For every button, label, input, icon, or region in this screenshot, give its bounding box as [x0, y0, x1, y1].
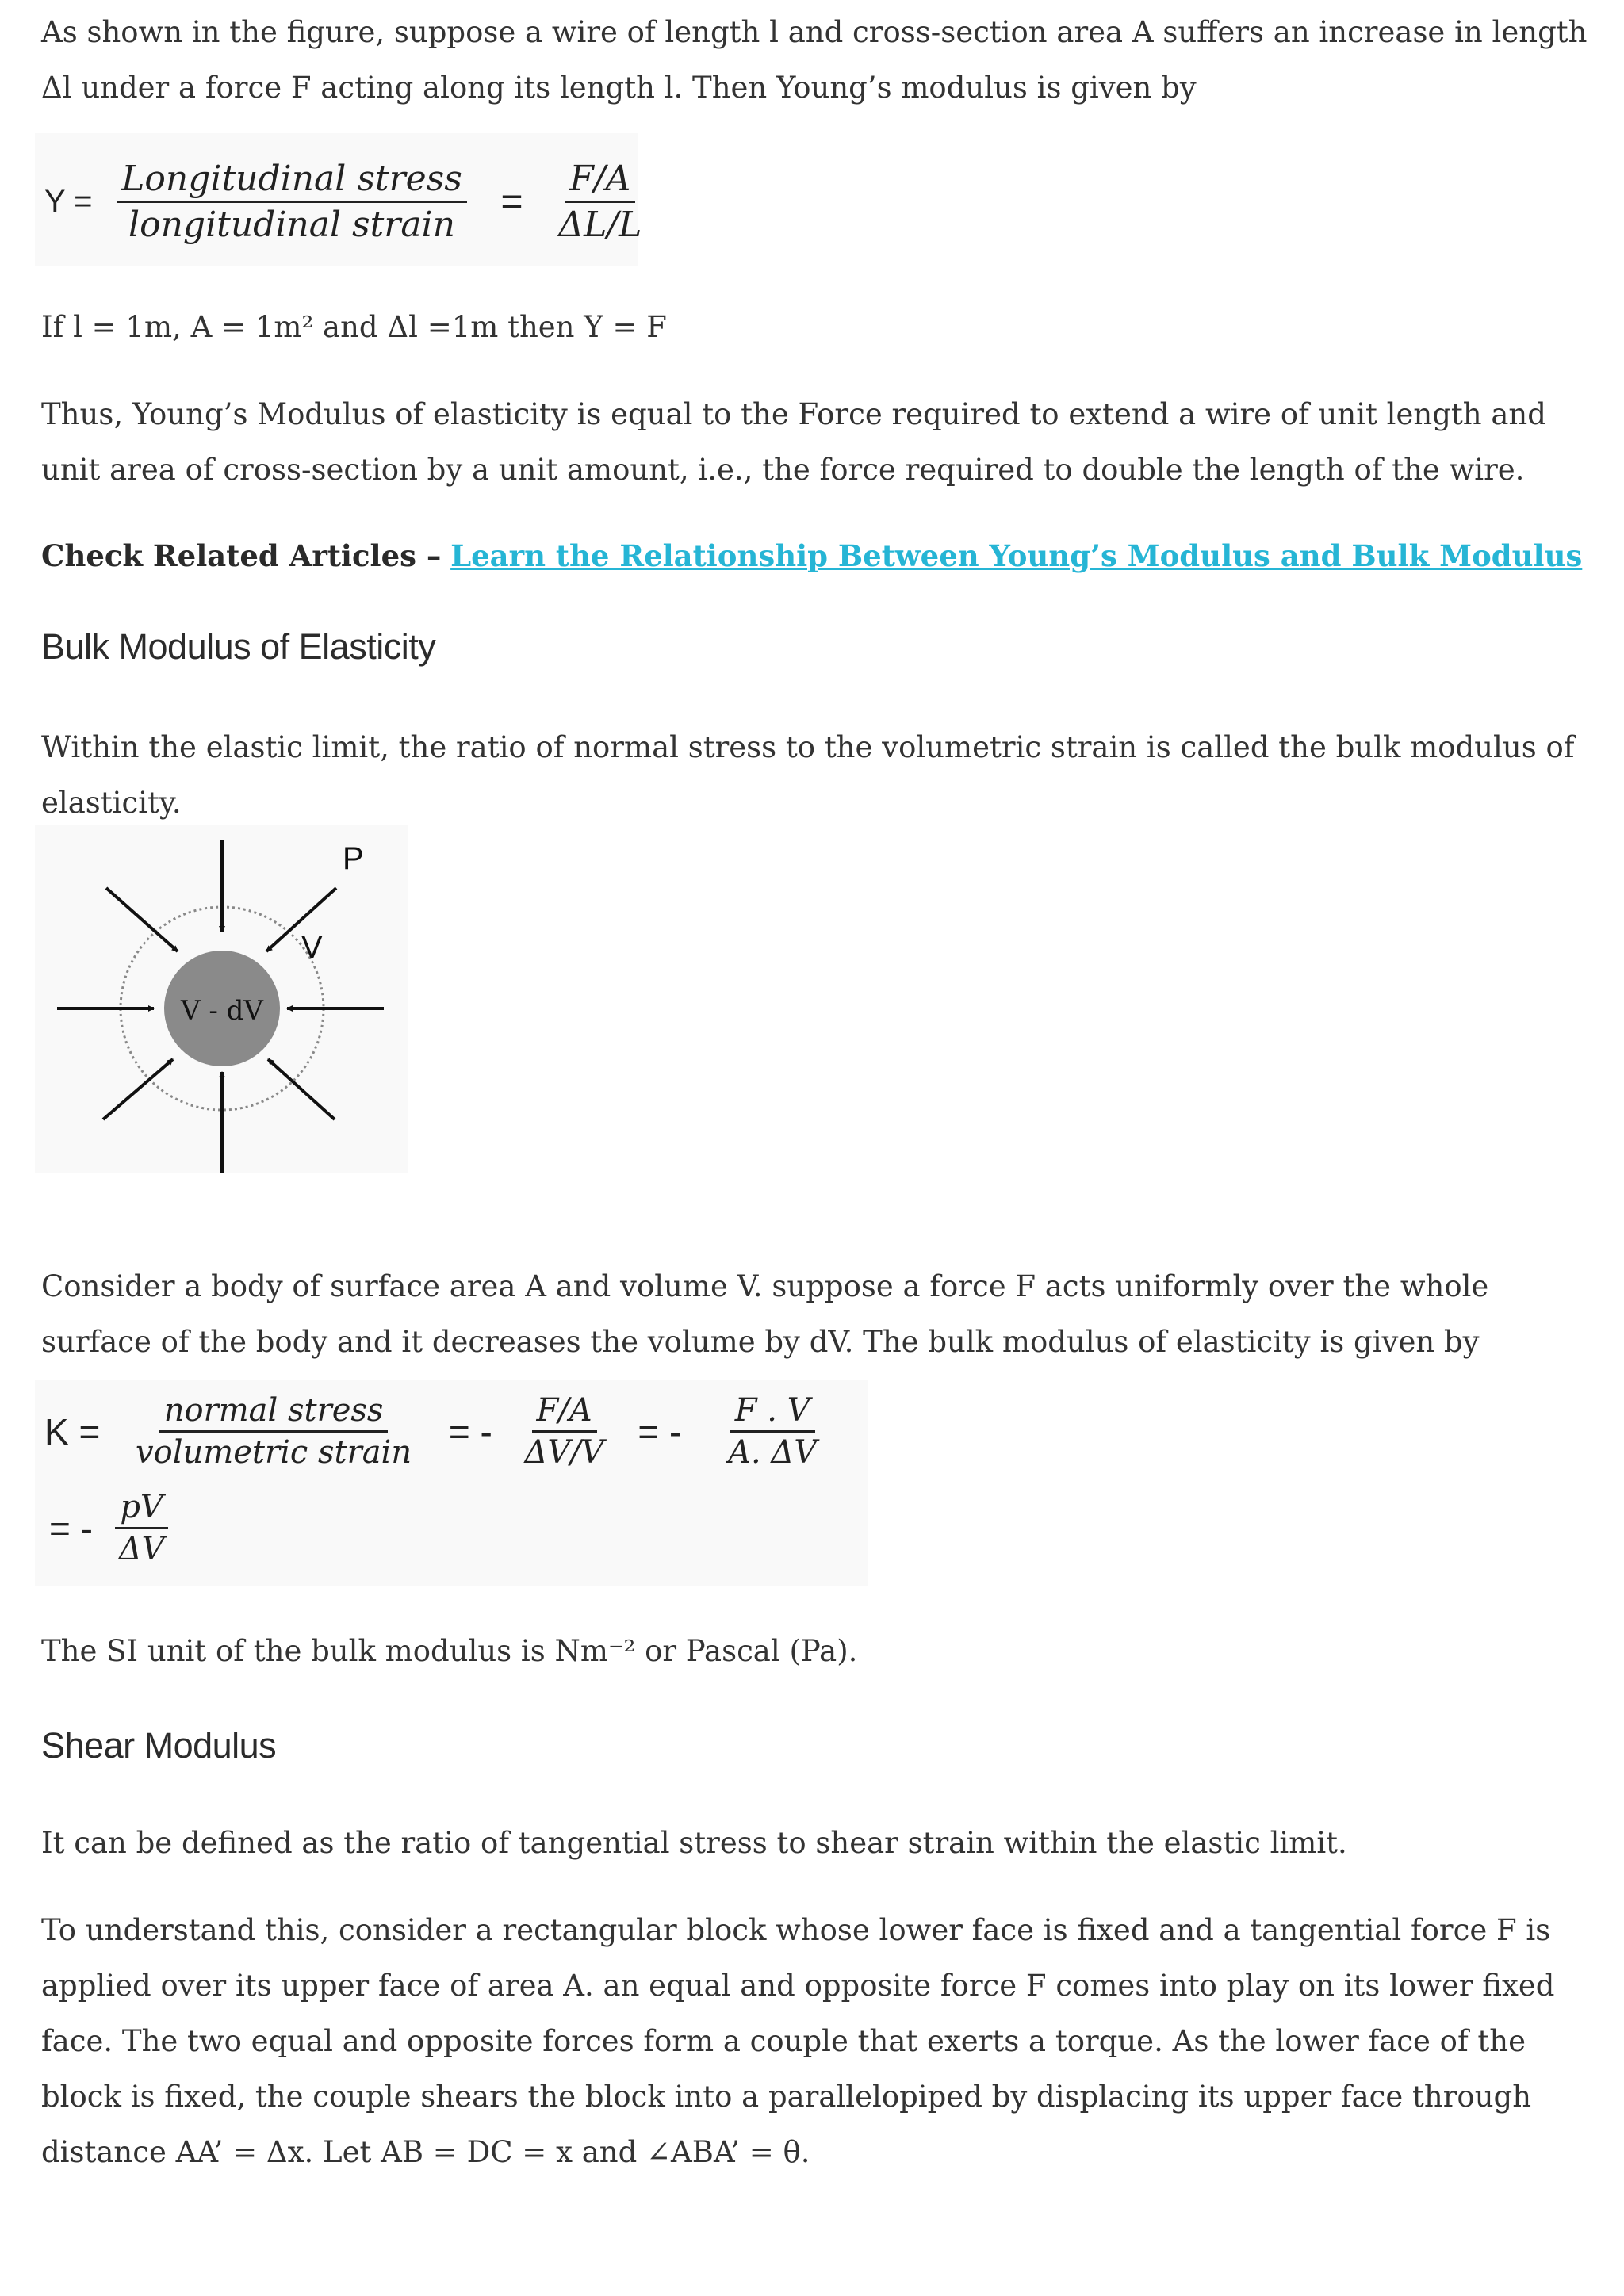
- young-meaning-paragraph: Thus, Young’s Modulus of elasticity is equal to the Force required to extend a wire of unit length and unit area of cross-section by a unit amount, i.e., the force required to double the length of the wire.: [41, 397, 1546, 487]
- bulk-lhs: K =: [44, 1410, 101, 1452]
- bulk-numerator-fv: F . V: [730, 1392, 815, 1433]
- bulk-fraction-fv: [723, 1392, 822, 1471]
- young-fraction-stress-strain: [117, 159, 467, 245]
- bulk-heading: Bulk Modulus of Elasticity: [41, 626, 436, 667]
- bulk-equals-1: = -: [448, 1410, 492, 1452]
- young-denominator-strain: longitudinal strain: [128, 205, 455, 245]
- bulk-fraction-force: [520, 1392, 609, 1471]
- force-arrow-bottom-right: [268, 1059, 335, 1119]
- unit-case-line: If l = 1m, A = 1m² and Δl =1m then Y = F: [41, 310, 667, 344]
- bulk-si-unit: The SI unit of the bulk modulus is Nm⁻² or Pascal (Pa).: [41, 1634, 858, 1668]
- bulk-denominator-strain: volumetric strain: [136, 1434, 412, 1471]
- young-lhs: Y =: [44, 184, 93, 219]
- related-article-link[interactable]: Learn the Relationship Between Young’s Modulus and Bulk Modulus: [450, 538, 1583, 573]
- shear-heading: Shear Modulus: [41, 1725, 277, 1766]
- young-formula: [44, 159, 646, 245]
- bulk-equals-3: = -: [49, 1507, 93, 1549]
- bulk-denominator-dv: ΔV: [118, 1531, 165, 1567]
- intro-paragraph: As shown in the figure, suppose a wire of length l and cross-section area A suffers an increase in length Δl under a force F acting along its length l. Then Young’s modulus is given by: [41, 15, 1588, 105]
- young-equals: =: [500, 181, 523, 223]
- bulk-equals-2: = -: [638, 1410, 682, 1452]
- shear-explanation: To understand this, consider a rectangular block whose lower face is fixed and a tangential force F is applied over its upper face of area A. an equal and opposite force F comes into play on its lower fixed face. The two equal and opposite forces form a couple that exerts a torque. As the lower face of the block is fixed, the couple shears the block into a parallelopiped by displacing its upper face through distance AA’ = Δx. Let AB = DC = x and ∠ABA’ = θ.: [41, 1913, 1555, 2169]
- young-numerator-stress: Longitudinal stress: [117, 159, 467, 203]
- bulk-denominator-dvv: ΔV/V: [524, 1434, 604, 1471]
- young-numerator-fa: F/A: [565, 159, 635, 203]
- volume-label: V: [301, 930, 323, 965]
- bulk-denominator-adv: A. ΔV: [728, 1434, 818, 1471]
- bulk-description: Consider a body of surface area A and volume V. suppose a force F acts uniformly over the whole surface of the body and it decreases the volume by dV. The bulk modulus of elasticity is given by: [41, 1269, 1489, 1359]
- compressed-volume-label: V - dV: [181, 995, 263, 1027]
- bulk-numerator-fa: F/A: [532, 1392, 597, 1433]
- bulk-formula-line2: [49, 1489, 169, 1567]
- bulk-formula-line1: [44, 1392, 822, 1471]
- bulk-compression-diagram: [35, 825, 408, 1173]
- bulk-numerator-pv: pV: [115, 1489, 168, 1529]
- bulk-fraction-stress-strain: [131, 1392, 416, 1471]
- related-articles: [41, 528, 1588, 584]
- related-lead: Check Related Articles –: [41, 538, 442, 573]
- bulk-definition: Within the elastic limit, the ratio of normal stress to the volumetric strain is called the bulk modulus of elasticity.: [41, 730, 1575, 820]
- young-denominator-dll: ΔL/L: [558, 205, 642, 245]
- shear-definition: It can be defined as the ratio of tangential stress to shear strain within the elastic limit.: [41, 1826, 1347, 1860]
- bulk-numerator-stress: normal stress: [159, 1392, 389, 1433]
- bulk-fraction-pv: [114, 1489, 170, 1567]
- force-arrow-top-left: [106, 888, 178, 951]
- young-fraction-force: [553, 159, 646, 245]
- pressure-label: P: [343, 841, 364, 876]
